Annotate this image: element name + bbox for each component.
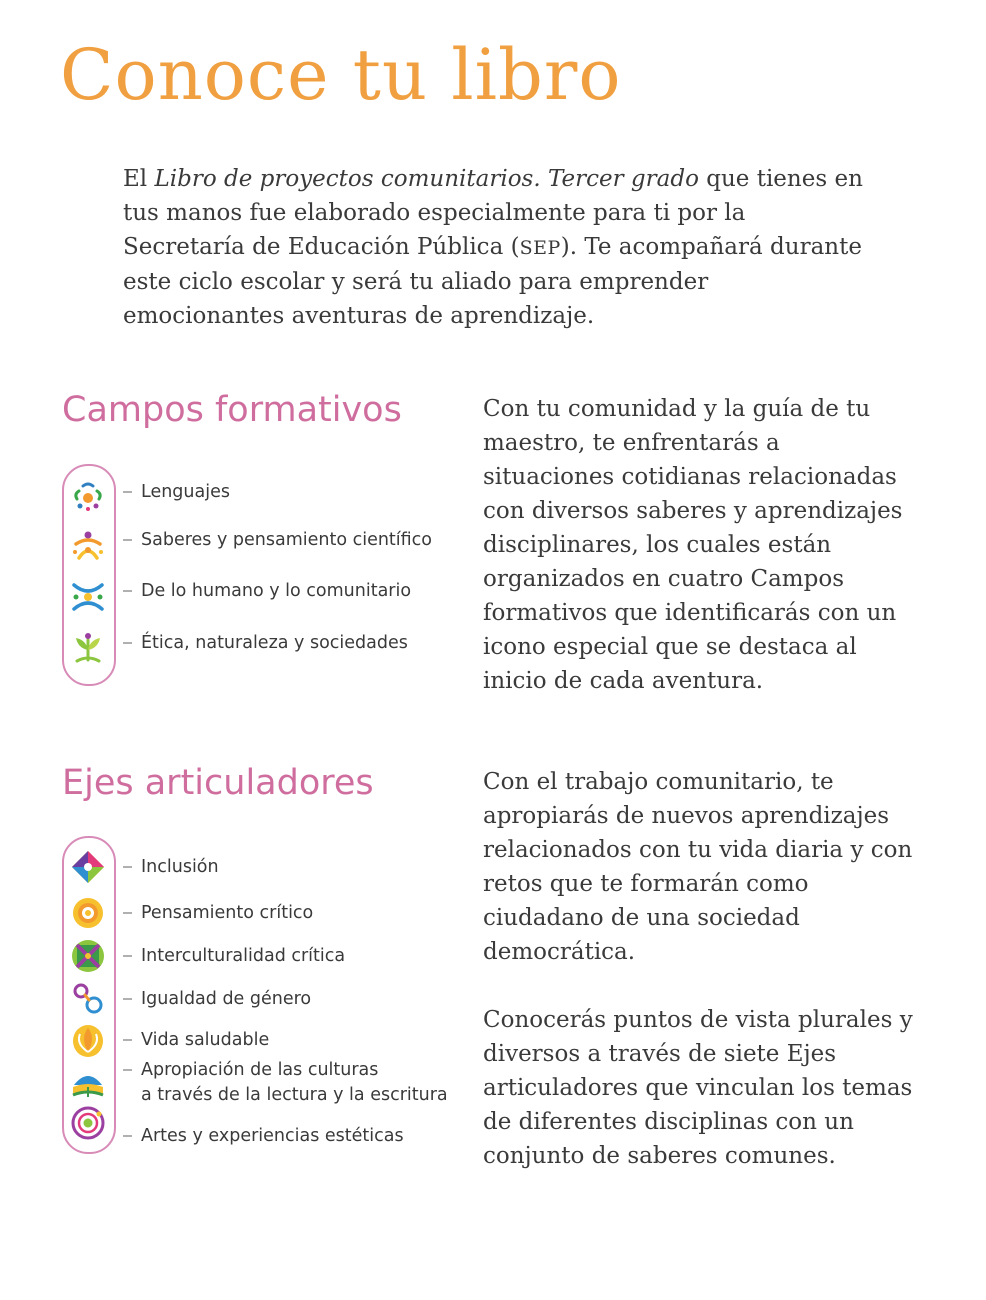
campos-item-label: De lo humano y lo comunitario xyxy=(141,581,412,601)
inclusion-icon xyxy=(68,847,108,887)
ejes-item-label: Interculturalidad crítica xyxy=(141,946,346,966)
vida-saludable-icon xyxy=(68,1020,108,1060)
campos-item-etica xyxy=(123,631,408,656)
humano-comunitario-icon xyxy=(68,577,108,617)
ejes-item-label: Apropiación de las culturas xyxy=(141,1060,379,1080)
intro-suffix: ). Te acompañará durante este ciclo escolar y será tu aliado para emprender emocionantes aventuras de aprendizaje. xyxy=(123,234,862,329)
saberes-icon xyxy=(68,526,108,566)
ejes-item-label: Inclusión xyxy=(141,857,219,877)
lenguajes-icon xyxy=(68,477,108,517)
ejes-item-igualdad xyxy=(123,987,311,1012)
ejes-item-label: Igualdad de género xyxy=(141,989,312,1009)
ejes-item-pensamiento xyxy=(123,901,313,926)
campos-paragraph xyxy=(483,392,913,698)
ejes-item-artes xyxy=(123,1124,404,1149)
ejes-paragraph-2 xyxy=(483,1003,913,1173)
campos-item-label: Saberes y pensamiento científico xyxy=(141,530,433,550)
ejes-item-interculturalidad xyxy=(123,944,345,969)
ejes-paragraph-1-text: Con el trabajo comunitario, te apropiarás de nuevos aprendizajes relacionados con tu vida diaria y con retos que te formarán como ciudadano de una sociedad democrática. xyxy=(483,769,913,965)
page-title: Conoce tu libro xyxy=(60,34,622,116)
pensamiento-critico-icon xyxy=(68,893,108,933)
lectura-escritura-icon xyxy=(68,1063,108,1103)
intro-acronym: SEP xyxy=(519,237,561,259)
ejes-item-label-line2: a través de la lectura y la escritura xyxy=(141,1085,448,1105)
ejes-item-apropiacion xyxy=(123,1058,448,1108)
etica-naturaleza-icon xyxy=(68,628,108,668)
ejes-item-inclusion xyxy=(123,855,219,880)
artes-icon xyxy=(68,1103,108,1143)
ejes-item-vida-saludable xyxy=(123,1028,269,1053)
ejes-articuladores-title: Ejes articuladores xyxy=(62,763,374,803)
campos-item-humano xyxy=(123,579,411,604)
ejes-paragraph-1 xyxy=(483,765,913,969)
intro-book-title: Libro de proyectos comunitarios. Tercer grado xyxy=(154,166,699,192)
campos-item-label: Ética, naturaleza y sociedades xyxy=(141,633,408,653)
campos-paragraph-text: Con tu comunidad y la guía de tu maestro, te enfrentarás a situaciones cotidianas relacionadas con diversos saberes y aprendizajes disciplinares, los cuales están organizados en cuatro Campos formativos que identificarás con un icono especial que se destaca al inicio de cada aventura. xyxy=(483,396,903,694)
ejes-item-label: Pensamiento crítico xyxy=(141,903,314,923)
campos-item-saberes xyxy=(123,528,432,553)
ejes-paragraph-2-text: Conocerás puntos de vista plurales y diversos a través de siete Ejes articuladores que vinculan los temas de diferentes disciplinas con un conjunto de saberes comunes. xyxy=(483,1007,913,1169)
intro-middle: que tienes en tus manos fue elaborado especialmente para ti por la Secretaría de Educación Pública ( xyxy=(123,166,863,260)
ejes-item-label: Vida saludable xyxy=(141,1030,270,1050)
igualdad-genero-icon xyxy=(68,979,108,1019)
campos-formativos-title: Campos formativos xyxy=(62,390,402,430)
interculturalidad-icon xyxy=(68,936,108,976)
intro-paragraph xyxy=(123,162,863,333)
intro-prefix: El xyxy=(123,166,155,192)
campos-item-label: Lenguajes xyxy=(141,482,230,502)
ejes-item-label: Artes y experiencias estéticas xyxy=(141,1126,404,1146)
campos-item-lenguajes xyxy=(123,480,230,505)
